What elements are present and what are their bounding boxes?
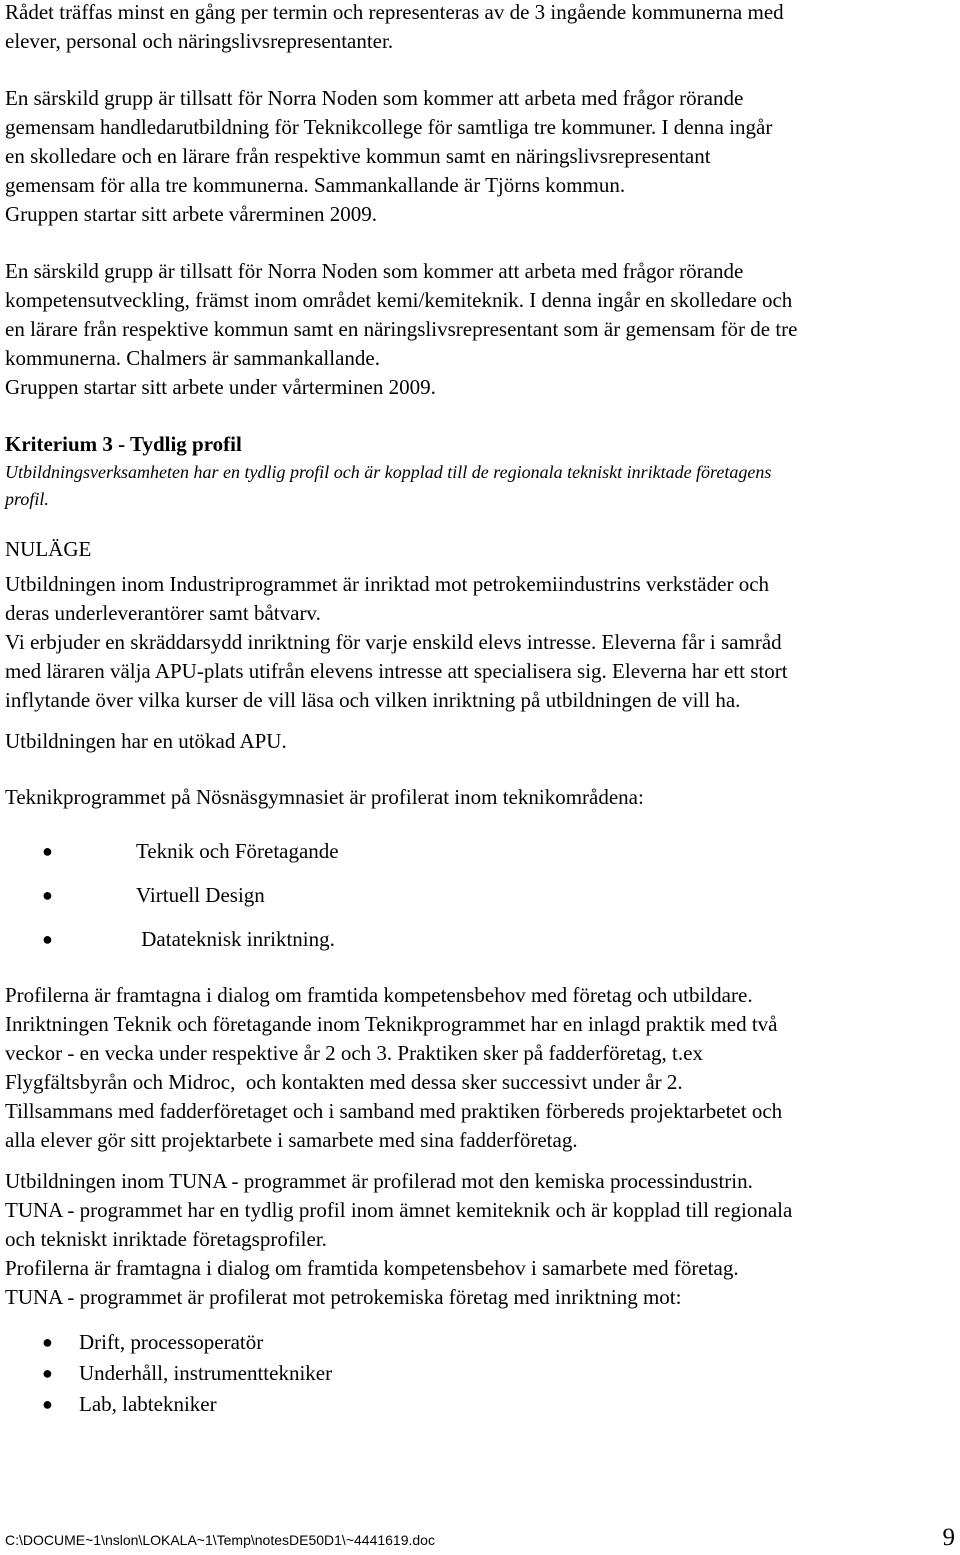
list-item — [5, 829, 957, 873]
text-line: Utbildningen inom Industriprogrammet är inriktad mot petrokemiindustrins verkstäder och — [5, 572, 770, 596]
document-page — [5, 0, 957, 1420]
list-item — [5, 917, 957, 961]
list-item — [5, 1389, 957, 1420]
text-line: Gruppen startar sitt arbete under vårterminen 2009. — [5, 375, 436, 399]
text-line: Rådet träffas minst en gång per termin och representeras av de 3 ingående kommunerna med — [5, 0, 784, 24]
text-line: gemensam för alla tre kommunerna. Sammankallande är Tjörns kommun. — [5, 173, 626, 197]
text-line: Profilerna är framtagna i dialog om framtida kompetensbehov i samarbete med företag. — [5, 1256, 739, 1280]
text-line: veckor - en vecka under respektive år 2 och 3. Praktiken sker på fadderföretag, t.ex — [5, 1041, 703, 1065]
text-line: TUNA - programmet har en tydlig profil inom ämnet kemiteknik och är kopplad till regionala — [5, 1198, 793, 1222]
text-line: en skolledare och en lärare från respektive kommun samt en näringslivsrepresentant — [5, 144, 711, 168]
list-item — [5, 1327, 957, 1358]
list-item-label: Drift, processoperatör — [79, 1330, 264, 1354]
text-line: deras underleverantörer samt båtvarv. — [5, 601, 321, 625]
text-line: Vi erbjuder en skräddarsydd inriktning för varje enskild elevs intresse. Eleverna får i samråd — [5, 630, 782, 654]
bullet-icon: ● — [42, 1363, 53, 1383]
nulage-heading: NULÄGE — [5, 537, 92, 561]
paragraph-group-handledar — [5, 84, 957, 229]
text-line: kommunerna. Chalmers är sammankallande. — [5, 346, 380, 370]
list-item — [5, 873, 957, 917]
text-line: profil. — [5, 489, 49, 509]
text-line: Inriktningen Teknik och företagande inom Teknikprogrammet har en inlagd praktik med två — [5, 1012, 778, 1036]
text-line: med läraren välja APU-plats utifrån elevens intresse att specialisera sig. Eleverna har ett stort — [5, 659, 788, 683]
text-line: Flygfältsbyrån och Midroc, och kontakten med dessa sker successivt under år 2. — [5, 1070, 683, 1094]
bullet-icon: ● — [42, 885, 53, 905]
list-item-label: Teknik och Företagande — [136, 839, 339, 863]
text-line: Utbildningsverksamheten har en tydlig profil och är kopplad till de regionala tekniskt inriktade företagens — [5, 462, 772, 482]
list-item-label: Virtuell Design — [136, 883, 265, 907]
list-item-label: Underhåll, instrumenttekniker — [79, 1361, 333, 1385]
text-line: Profilerna är framtagna i dialog om framtida kompetensbehov med företag och utbildare. — [5, 983, 753, 1007]
text-line: en lärare från respektive kommun samt en näringslivsrepresentant som är gemensam för de tre — [5, 317, 798, 341]
teknik-areas-list — [5, 829, 957, 961]
bullet-icon: ● — [42, 1394, 53, 1414]
list-item — [5, 1358, 957, 1389]
text-line: Utbildningen inom TUNA - programmet är profilerad mot den kemiska processindustrin. — [5, 1169, 753, 1193]
file-path: C:\DOCUME~1\nslon\LOKALA~1\Temp\notesDE50D1\~4441619.doc — [5, 1532, 435, 1548]
bullet-icon: ● — [42, 841, 53, 861]
paragraph-group-kemi — [5, 257, 957, 402]
text-line: En särskild grupp är tillsatt för Norra Noden som kommer att arbeta med frågor rörande — [5, 86, 744, 110]
text-line: alla elever gör sitt projektarbete i samarbete med sina fadderföretag. — [5, 1128, 578, 1152]
list-item-label: Lab, labtekniker — [79, 1392, 217, 1416]
text-line: inflytande över vilka kurser de vill läsa och vilken inriktning på utbildningen de vill ha. — [5, 688, 741, 712]
page-footer — [5, 1524, 957, 1555]
bullet-icon: ● — [42, 1332, 53, 1352]
criterion-description — [5, 459, 957, 513]
paragraph-profiler — [5, 981, 957, 1155]
tuna-roles-list — [5, 1327, 957, 1420]
text-line: TUNA - programmet är profilerat mot petrokemiska företag med inriktning mot: — [5, 1285, 682, 1309]
text-line: Gruppen startar sitt arbete vårerminen 2009. — [5, 202, 378, 226]
bullet-icon: ● — [42, 929, 53, 949]
text-line: kompetensutveckling, främst inom området kemi/kemiteknik. I denna ingår en skolledare och — [5, 288, 793, 312]
text-line: gemensam handledarutbildning för Teknikcollege för samtliga tre kommuner. I denna ingår — [5, 115, 773, 139]
criterion-heading: Kriterium 3 - Tydlig profil — [5, 432, 242, 456]
paragraph-apu: Utbildningen har en utökad APU. — [5, 729, 287, 753]
paragraph-industri — [5, 570, 957, 715]
text-line: och tekniskt inriktade företagsprofiler. — [5, 1227, 327, 1251]
paragraph-teknik-intro: Teknikprogrammet på Nösnäsgymnasiet är profilerat inom teknikområdena: — [5, 785, 644, 809]
text-line: En särskild grupp är tillsatt för Norra Noden som kommer att arbeta med frågor rörande — [5, 259, 744, 283]
paragraph-council — [5, 0, 957, 56]
text-line: elever, personal och näringslivsrepresentanter. — [5, 29, 394, 53]
text-line: Tillsammans med fadderföretaget och i samband med praktiken förbereds projektarbetet och — [5, 1099, 783, 1123]
paragraph-tuna — [5, 1167, 957, 1312]
page-number: 9 — [942, 1524, 955, 1551]
list-item-label: Datateknisk inriktning. — [136, 927, 335, 951]
